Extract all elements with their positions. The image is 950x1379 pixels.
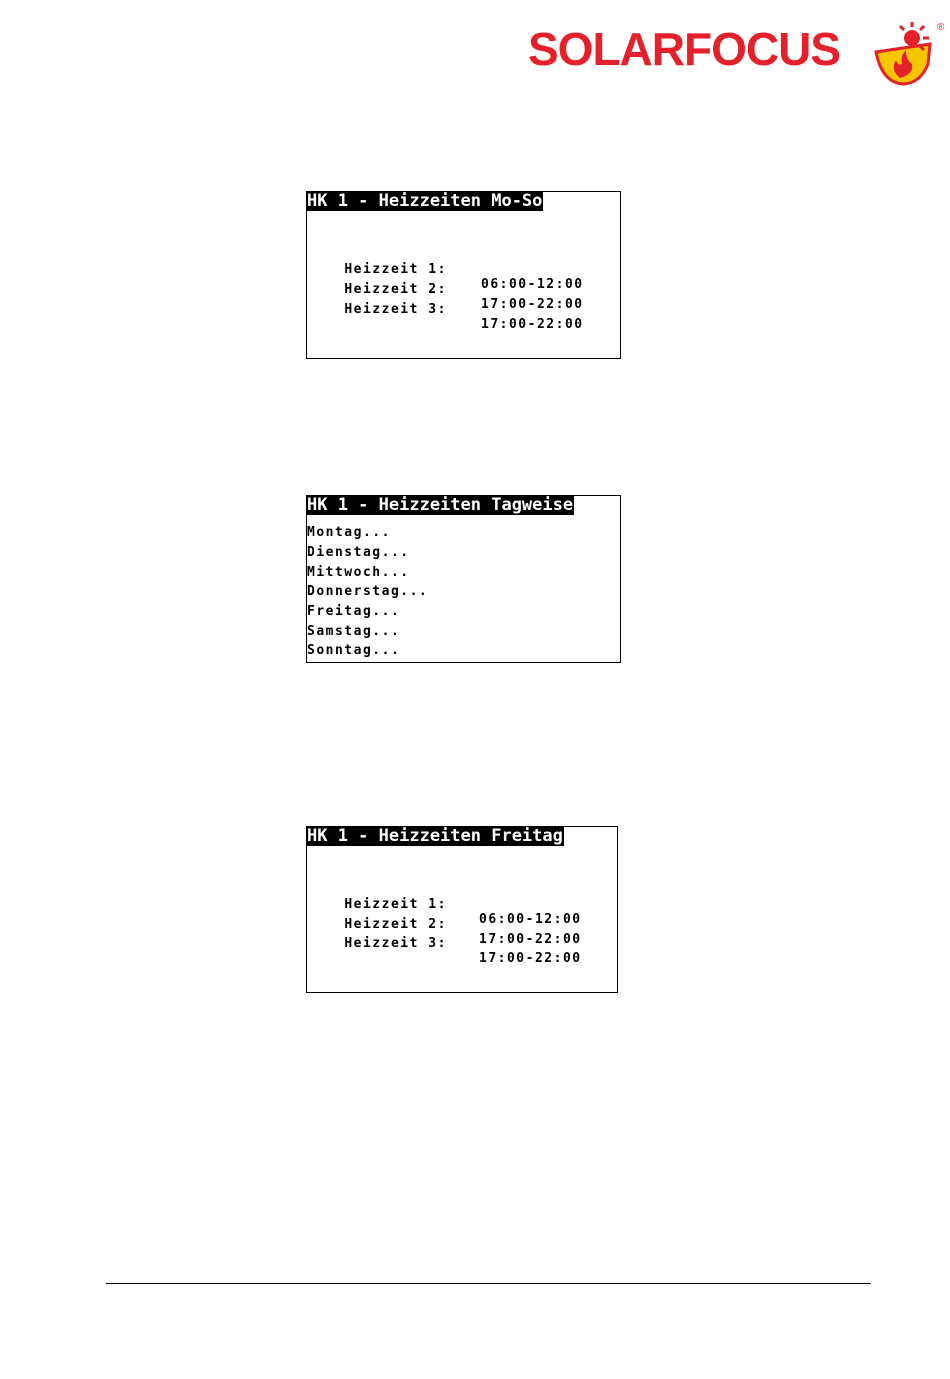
heizzeit-value: 06:00-12:00 [481,277,584,292]
heizzeit-label: Heizzeit 2: [344,282,447,297]
lcd-screen-heizzeiten-freitag [306,826,618,993]
lcd-title: HK 1 - Heizzeiten Mo-So [307,191,543,211]
heizzeit-value: 17:00-22:00 [481,317,584,332]
logo-wordmark: SOLARFOCUS [528,23,840,75]
heizzeit-label: Heizzeit 3: [344,936,447,951]
day-item-freitag: Freitag... [307,604,401,619]
day-item-montag: Montag... [307,525,391,540]
day-item-sonntag: Sonntag... [307,643,401,658]
heizzeit-row [307,287,584,347]
heizzeit-value: 17:00-22:00 [479,951,582,966]
lcd-title: HK 1 - Heizzeiten Freitag [307,826,563,846]
heizzeit-label: Heizzeit 1: [344,262,447,277]
solarfocus-logo [524,18,944,88]
sun-flame-emblem-icon [870,18,940,88]
day-item-samstag: Samstag... [307,624,401,639]
heizzeit-label: Heizzeit 2: [344,917,447,932]
lcd-screen-heizzeiten-mo-so [306,191,621,359]
registered-mark: ® [937,22,945,33]
day-item-dienstag: Dienstag... [307,545,410,560]
lcd-screen-heizzeiten-tagweise [306,495,621,663]
heizzeit-value: 06:00-12:00 [479,912,582,927]
lcd-title: HK 1 - Heizzeiten Tagweise [307,495,574,515]
heizzeit-value: 17:00-22:00 [481,297,584,312]
heizzeit-value: 17:00-22:00 [479,932,582,947]
heizzeit-label: Heizzeit 3: [344,302,447,317]
heizzeit-label: Heizzeit 1: [344,897,447,912]
footer-divider [106,1283,871,1284]
day-item-mittwoch: Mittwoch... [307,565,410,580]
day-item-donnerstag: Donnerstag... [307,584,429,599]
heizzeit-row [307,921,582,981]
